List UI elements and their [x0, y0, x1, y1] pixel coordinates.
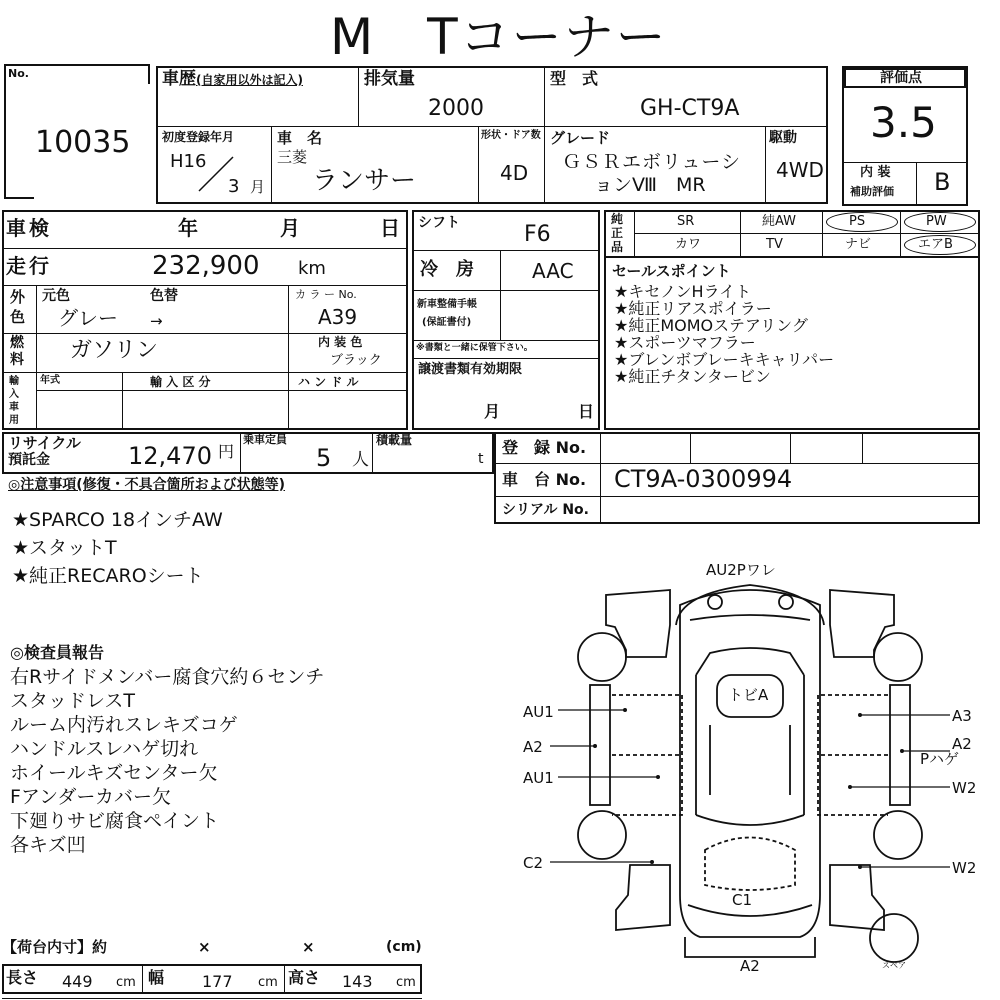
cargo-length-label: 長さ — [6, 968, 39, 987]
first-reg-year: H16 — [170, 151, 207, 172]
displacement-label: 排気量 — [364, 69, 415, 89]
orig-color: グレー — [58, 306, 118, 330]
car-maker: 三菱 — [277, 148, 308, 166]
note-item: ★スタットT — [12, 537, 117, 559]
windshield — [696, 648, 804, 675]
wheel-rl — [578, 811, 626, 859]
lot-no-label: No. — [8, 67, 29, 80]
equip-airbag: エアB — [918, 237, 953, 252]
equipment-label: 純正品 — [611, 212, 624, 254]
history-label: 車歴 — [162, 69, 196, 89]
equip-tv: TV — [766, 237, 783, 252]
cargo-x2: × — [302, 938, 315, 956]
model-label: 型 式 — [550, 69, 599, 88]
serial-no-label: シリアル No. — [502, 502, 589, 518]
inspector-item: 下廻りサビ腐食ペイント — [10, 810, 220, 832]
diagram-right-1: A3 — [952, 707, 972, 725]
model-value: GH-CT9A — [640, 96, 740, 121]
diagram-top-label: AU2Pワレ — [706, 561, 776, 579]
inspector-item: ハンドルスレハゲ切れ — [10, 738, 199, 760]
equip-navi: ナビ — [845, 237, 872, 252]
color-no-label: カ ラ ー No. — [295, 288, 357, 301]
inspection-year: 年 — [178, 216, 198, 240]
recycle-unit: 円 — [218, 442, 235, 461]
interior-color-label: 内 装 色 — [318, 335, 363, 349]
equip-aw: 純AW — [762, 214, 797, 229]
car-damage-diagram — [510, 561, 990, 995]
cargo-height-cm: cm — [396, 975, 416, 990]
transfer-month: 月 — [484, 402, 501, 421]
equip-sr: SR — [677, 214, 695, 229]
chassis-no-label: 車 台 No. — [502, 470, 587, 489]
rear-bumper — [685, 937, 815, 957]
fuel-label-2: 料 — [10, 352, 24, 368]
record-book-note: ※書類と一緒に保管下さい。 — [416, 343, 533, 353]
record-book-label-2: (保証書付) — [422, 317, 472, 328]
load-label: 積載量 — [376, 433, 413, 447]
transfer-day: 日 — [578, 402, 595, 421]
sales-point: ★スポーツマフラー — [614, 333, 756, 352]
mileage-value: 232,900 — [152, 251, 260, 281]
mileage-unit: km — [298, 258, 326, 279]
equip-leather: カワ — [675, 237, 702, 252]
cargo-width-label: 幅 — [148, 968, 165, 987]
import-year-label: 年式 — [40, 375, 60, 386]
fuel-value: ガソリン — [70, 338, 159, 363]
diagram-bottom: A2 — [740, 957, 760, 975]
first-reg-month-unit: 月 — [250, 178, 266, 196]
sales-point: ★ブレンボブレーキキャリパー — [614, 350, 835, 369]
car-name: ランサー — [312, 166, 417, 196]
ac-label: 冷 房 — [420, 259, 474, 280]
note-item: ★SPARCO 18インチAW — [12, 509, 223, 531]
wheel-fr — [874, 633, 922, 681]
shift-label: シフト — [418, 215, 460, 231]
displacement-value: 2000 — [428, 96, 484, 121]
first-reg-month: 3 — [228, 176, 240, 197]
spare-tire — [870, 914, 918, 962]
interior-rating-label-1: 内 装 — [860, 165, 891, 180]
mileage-label: 走行 — [6, 254, 52, 278]
inspector-label: ◎検査員報告 — [10, 643, 104, 662]
interior-color: ブラック — [330, 353, 382, 368]
rating-score: 3.5 — [870, 98, 937, 147]
exterior-label-2: 色 — [10, 308, 26, 326]
cargo-width: 177 — [202, 972, 233, 991]
capacity-label: 乗車定員 — [243, 433, 287, 446]
record-book-label-1: 新車整備手帳 — [417, 299, 477, 310]
recycle-value: 12,470 — [128, 442, 212, 470]
sales-point: ★キセノンHライト — [614, 282, 752, 301]
cargo-length-cm: cm — [116, 975, 136, 990]
cargo-label: 【荷台内寸】約 — [2, 938, 108, 956]
orig-color-label: 元色 — [42, 288, 70, 304]
import-class-label: 輸 入 区 分 — [150, 375, 211, 389]
capacity-unit: 人 — [352, 450, 369, 470]
notes-label: ◎注意事項(修復・不具合箇所および状態等) — [8, 477, 286, 493]
inspector-item: ホイールキズセンター欠 — [10, 762, 218, 784]
inspector-list — [10, 665, 324, 857]
car-name-label: 車 名 — [277, 129, 323, 147]
car-body-outline — [680, 590, 820, 937]
inspection-month: 月 — [280, 216, 300, 240]
right-rear-fender — [830, 865, 884, 930]
rating-label: 評価点 — [880, 70, 922, 86]
wheel-fl — [578, 633, 626, 681]
handle-label: ハ ン ド ル — [298, 375, 359, 389]
right-front-fender — [830, 590, 894, 657]
recycle-label-2: 預託金 — [8, 452, 50, 468]
lot-number: 10035 — [35, 125, 131, 160]
transfer-label: 譲渡書類有効期限 — [418, 362, 523, 377]
inspector-item: 右Rサイドメンバー腐食穴約６センチ — [10, 666, 325, 688]
import-label: 輸入車用 — [9, 376, 19, 426]
load-unit: t — [478, 451, 484, 467]
inspection-day: 日 — [380, 216, 400, 240]
interior-rating-value: B — [934, 168, 951, 196]
capacity-value: 5 — [316, 444, 332, 472]
equip-pw: PW — [926, 214, 947, 229]
history-note: (自家用以外は記入) — [196, 73, 303, 87]
left-rear-fender — [616, 865, 670, 930]
diagram-right-4: W2 — [952, 779, 977, 797]
diagram-spare-label: スペア — [882, 961, 906, 970]
exterior-label-1: 外 — [10, 288, 26, 306]
cargo-x1: × — [198, 938, 211, 956]
grade-label: グレード — [550, 129, 611, 147]
diagram-left-4: C2 — [523, 854, 544, 872]
interior-rating-label-2: 補助評価 — [850, 185, 894, 198]
cargo-width-cm: cm — [258, 975, 278, 990]
diagram-left-1: AU1 — [523, 703, 554, 721]
wheel-rr — [874, 811, 922, 859]
drive-label: 駆動 — [769, 130, 797, 146]
sales-point: ★純正MOMOステアリング — [614, 316, 808, 335]
inspection-label: 車検 — [6, 216, 52, 240]
headlamp-left — [708, 595, 722, 609]
grade-line1: ＧＳＲエボリューシ — [562, 151, 742, 173]
change-color-label: 色替 — [150, 288, 178, 304]
shift-value: F6 — [524, 222, 551, 247]
date-slash — [195, 155, 255, 195]
note-item: ★純正RECAROシート — [12, 565, 204, 587]
inspector-item: スタッドレスT — [10, 690, 136, 712]
diagram-left-2: A2 — [523, 738, 543, 756]
color-no: A39 — [318, 305, 358, 329]
cargo-length: 449 — [62, 972, 93, 991]
inspector-item: ルーム内汚れスレキズコゲ — [10, 714, 238, 736]
inspector-item: 各キズ凹 — [10, 834, 86, 856]
diagram-right-3: Pハゲ — [920, 750, 960, 768]
diagram-left-3: AU1 — [523, 769, 554, 787]
diagram-bottom-inner: C1 — [732, 891, 753, 909]
page-title: M Tコーナー — [330, 8, 668, 66]
notes-list — [12, 506, 223, 590]
sales-point: ★純正リアスポイラー — [614, 299, 772, 318]
cargo-height: 143 — [342, 972, 373, 991]
cargo-unit: (cm) — [386, 939, 422, 955]
sales-points-label: セールスポイント — [612, 262, 731, 280]
left-front-fender — [606, 590, 670, 657]
inspector-item: Fアンダーカバー欠 — [10, 786, 172, 808]
drive-value: 4WD — [776, 158, 824, 182]
color-arrow: → — [150, 312, 163, 330]
body-label: 形状・ドア数 — [481, 130, 541, 141]
cargo-height-label: 高さ — [288, 968, 321, 987]
left-door — [590, 685, 610, 805]
headlamp-right — [779, 595, 793, 609]
registration-no-label: 登 録 No. — [502, 438, 587, 457]
sales-points-list — [614, 283, 834, 385]
first-reg-label: 初度登録年月 — [162, 130, 235, 144]
ac-value: AAC — [532, 259, 574, 283]
chassis-no-value: CT9A-0300994 — [614, 465, 793, 493]
diagram-roof-label: トビA — [728, 686, 769, 704]
equip-ps: PS — [849, 214, 866, 229]
body-value: 4D — [500, 161, 529, 185]
fuel-label-1: 燃 — [10, 335, 24, 351]
recycle-label-1: リサイクル — [8, 434, 81, 452]
diagram-right-2: A2 — [952, 735, 972, 753]
grade-line2: ョンⅧ MR — [594, 174, 706, 196]
diagram-right-5: W2 — [952, 859, 977, 877]
sales-point: ★純正チタンタービン — [614, 367, 771, 386]
